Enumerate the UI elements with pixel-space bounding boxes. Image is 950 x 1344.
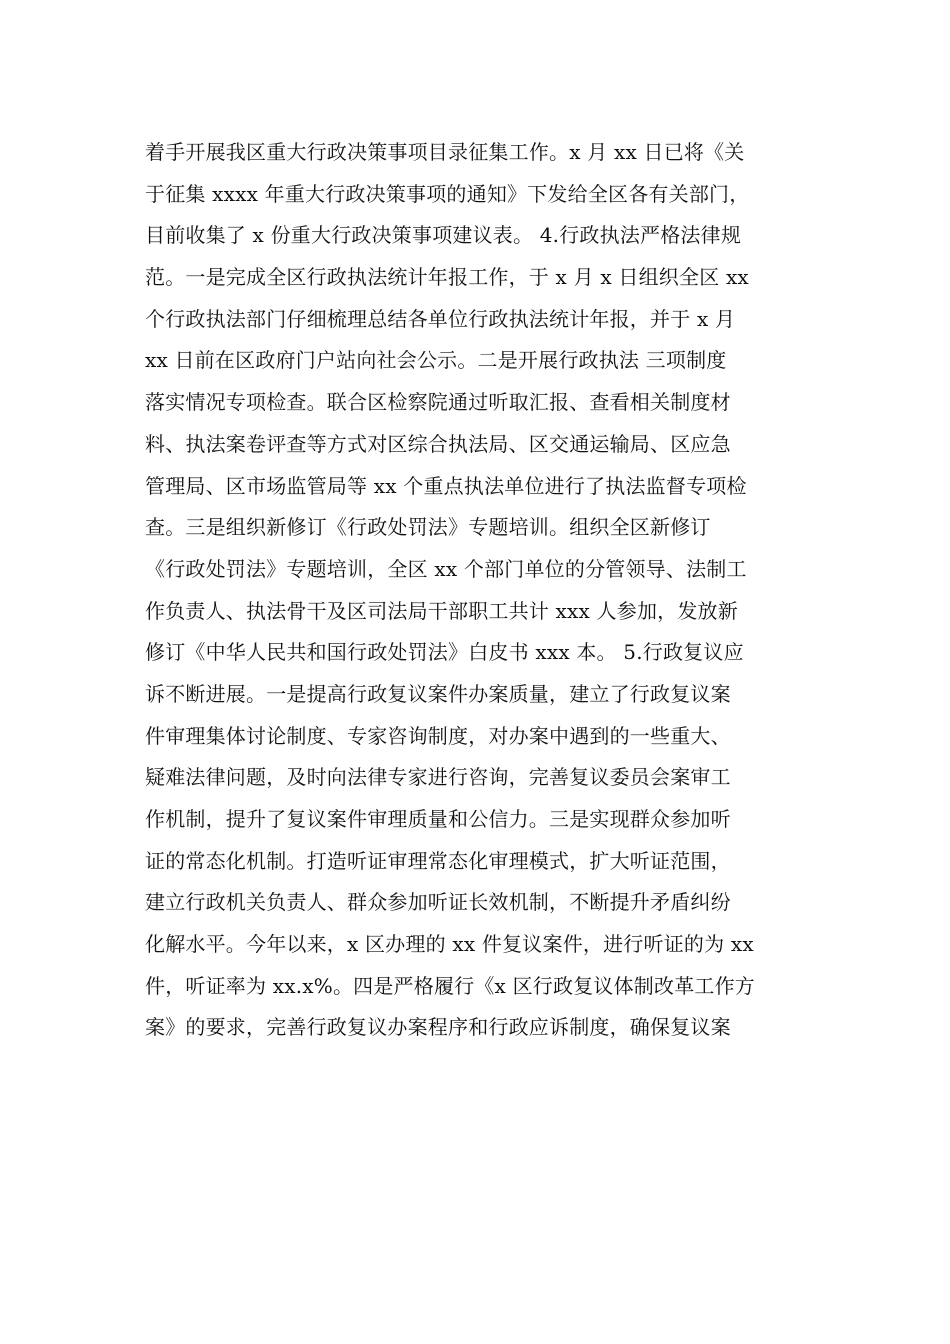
text-line: 证的常态化机制。打造听证审理常态化审理模式，扩大听证范围， — [145, 848, 731, 873]
text-line: 作负责人、执法骨干及区司法局干部职工共计 xxx 人参加，发放新 — [145, 598, 738, 623]
text-line: 疑难法律问题，及时向法律专家进行咨询，完善复议委员会案审工 — [145, 765, 731, 790]
text-line: 件，听证率为 xx.x%。四是严格履行《x 区行政复议体制改革工作方 — [145, 973, 755, 998]
text-line: 《行政处罚法》专题培训，全区 xx 个部门单位的分管领导、法制工 — [145, 556, 747, 581]
text-line: 案》的要求，完善行政复议办案程序和行政应诉制度，确保复议案 — [145, 1015, 731, 1040]
text-line: 修订《中华人民共和国行政处罚法》白皮书 xxx 本。 5.行政复议应 — [145, 640, 744, 665]
text-line: 于征集 xxxx 年重大行政决策事项的通知》下发给全区各有关部门， — [145, 181, 750, 206]
text-line: xx 日前在区政府门户站向社会公示。二是开展行政执法 三项制度 — [145, 348, 727, 373]
text-line: 件审理集体讨论制度、专家咨询制度，对办案中遇到的一些重大、 — [145, 723, 731, 748]
text-line: 化解水平。今年以来，x 区办理的 xx 件复议案件，进行听证的为 xx — [145, 932, 754, 957]
text-line: 建立行政机关负责人、群众参加听证长效机制，不断提升矛盾纠纷 — [145, 890, 731, 915]
text-line: 作机制，提升了复议案件审理质量和公信力。三是实现群众参加听 — [145, 807, 731, 831]
text-line: 着手开展我区重大行政决策事项目录征集工作。x 月 xx 日已将《关 — [145, 140, 745, 164]
text-line: 范。一是完成全区行政执法统计年报工作，于 x 月 x 日组织全区 xx — [145, 265, 749, 290]
text-line: 个行政执法部门仔细梳理总结各单位行政执法统计年报，并于 x 月 — [145, 306, 736, 331]
text-line: 查。三是组织新修订《行政处罚法》专题培训。组织全区新修订 — [145, 515, 711, 540]
body-text — [145, 132, 815, 1049]
text-line: 管理局、区市场监管局等 xx 个重点执法单位进行了执法监督专项检 — [145, 473, 747, 498]
text-line: 目前收集了 x 份重大行政决策事项建议表。 4.行政执法严格法律规 — [145, 223, 742, 248]
text-line: 落实情况专项检查。联合区检察院通过听取汇报、查看相关制度材 — [145, 390, 731, 415]
text-line: 料、执法案卷评查等方式对区综合执法局、区交通运输局、区应急 — [145, 431, 731, 456]
text-line: 诉不断进展。一是提高行政复议案件办案质量，建立了行政复议案 — [145, 681, 731, 706]
